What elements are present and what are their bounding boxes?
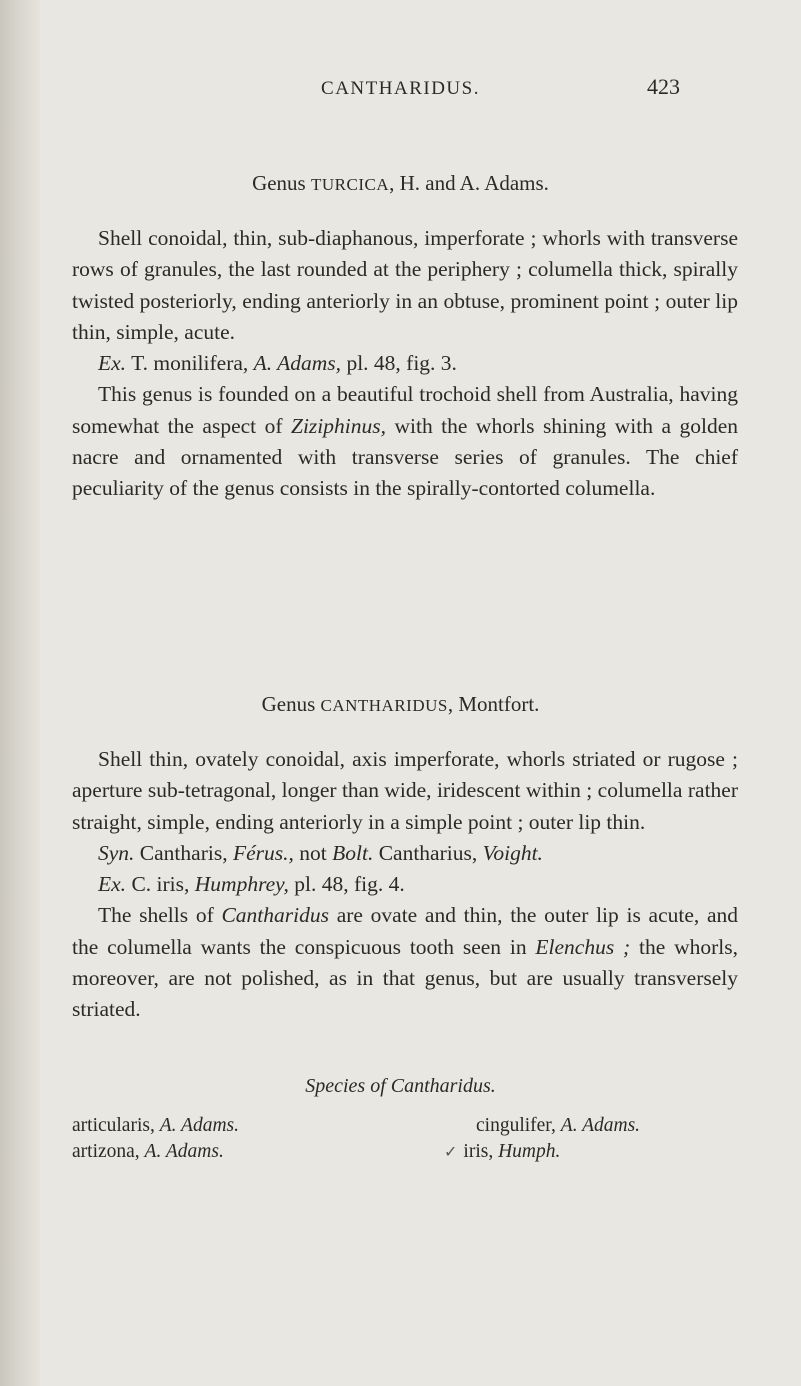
cantharidus-remark: The shells of Cantharidus are ovate and thin, the outer lip is acute, and the columella wants the conspicuous tooth seen in Elenchus ; the whorls, moreover, are not polished, as in that genus, but are usually transversely striated. [72,903,739,1022]
turcica-body [72,223,738,505]
species-list-title: Species of Cantharidus. [305,1075,496,1097]
genus-name: TURCICA [310,175,390,194]
cantharidus-description: Shell thin, ovately conoidal, axis imperforate, whorls striated or rugose ; aperture sub-tetragonal, longer than wide, iridescent within ; columella rather straight, simple, ending anteriorly in a simple point ; outer lip thin. [72,747,738,834]
genus-turcica-heading: Genus TURCICA, H. and A. Adams. [252,171,549,195]
species-entry: artizona, A. Adams. [72,1141,224,1162]
species-list-right [444,1113,640,1166]
turcica-remark: This genus is founded on a beautiful trochoid shell from Australia, having somewhat the aspect of Ziziphinus, with the whorls shining with a golden nacre and ornamented with transverse series of granules. The chief peculiarity of the genus consists in the spirally-contorted columella. [72,382,738,501]
turcica-example: Ex. T. monilifera, A. Adams, pl. 48, fig. 3. [98,351,457,376]
cantharidus-body [72,744,738,1026]
running-title: CANTHARIDUS. [321,78,480,99]
species-list-left [72,1113,239,1165]
genus-name: CANTHARIDUS [320,696,448,715]
genus-cantharidus-heading: Genus CANTHARIDUS, Montfort. [261,692,540,716]
turcica-description: Shell conoidal, thin, sub-diaphanous, imperforate ; whorls with transverse rows of granules, the last rounded at the periphery ; columella thick, spirally twisted posteriorly, ending anteriorly in an obtuse, prominent point ; outer lip thin, simple, acute. [72,226,738,344]
cantharidus-example: Ex. C. iris, Humphrey, pl. 48, fig. 4. [98,872,405,897]
species-entry: ✓ iris, Humph. [444,1141,561,1162]
page-number: 423 [647,74,680,99]
check-mark-icon: ✓ [444,1144,458,1161]
species-entry: articularis, A. Adams. [72,1115,239,1136]
species-entry: cingulifer, A. Adams. [476,1115,641,1136]
cantharidus-synonymy: Syn. Cantharis, Férus., not Bolt. Cantharius, Voight. [98,840,543,865]
